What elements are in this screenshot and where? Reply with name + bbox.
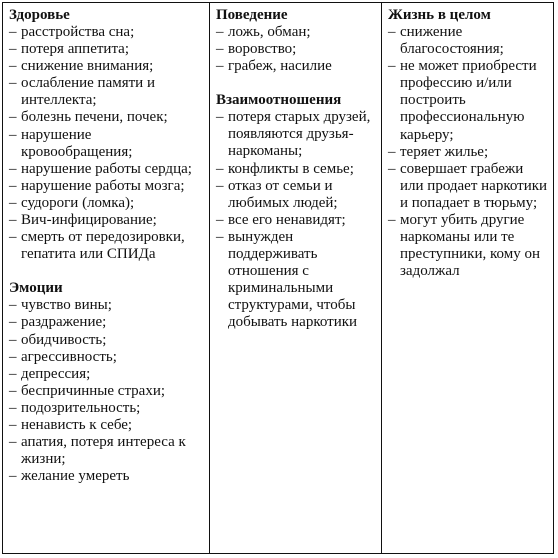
list-item: – расстройства сна; xyxy=(9,24,205,41)
list-item: – совершает грабежи или продает наркотики и попадает в тюрьму; xyxy=(388,161,549,212)
list-item: – апатия, потеря интереса к жизни; xyxy=(9,434,205,468)
list-item: – нарушение работы сердца; xyxy=(9,161,205,178)
heading-emotions: Эмоции xyxy=(9,280,63,297)
list-item: – судороги (ломка); xyxy=(9,195,205,212)
column-health-emotions xyxy=(3,3,209,553)
list-item: – потеря аппетита; xyxy=(9,41,205,58)
list-item: – теряет жилье; xyxy=(388,144,549,161)
list-emotions xyxy=(9,297,205,485)
consequences-table xyxy=(2,2,554,554)
list-life xyxy=(388,24,549,280)
list-item: – не может приобрести профессию и/или построить профессиональную карьеру; xyxy=(388,58,549,143)
list-health xyxy=(9,24,205,263)
list-item: – болезнь печени, почек; xyxy=(9,109,205,126)
heading-relations: Взаимоотношения xyxy=(216,92,342,109)
list-item: – ослабление памяти и интеллекта; xyxy=(9,75,205,109)
list-item: – воровство; xyxy=(216,41,377,58)
list-item: – нарушение кровообращения; xyxy=(9,127,205,161)
list-relations xyxy=(216,109,377,331)
heading-life: Жизнь в целом xyxy=(388,7,491,23)
list-item: – могут убить другие наркоманы или те преступники, кому он задолжал xyxy=(388,212,549,280)
column-life xyxy=(381,3,553,553)
list-item: – агрессивность; xyxy=(9,349,205,366)
list-item: – отказ от семьи и любимых людей; xyxy=(216,178,377,212)
list-item: – снижение благосостояния; xyxy=(388,24,549,58)
list-item: – снижение внимания; xyxy=(9,58,205,75)
heading-health: Здоровье xyxy=(9,7,70,23)
list-item: – потеря старых друзей, появляются друзья-наркоманы; xyxy=(216,109,377,160)
list-item: – смерть от передозировки, гепатита или СПИДа xyxy=(9,229,205,263)
heading-behavior: Поведение xyxy=(216,7,288,23)
list-item: – конфликты в семье; xyxy=(216,161,377,178)
list-item: – подозрительность; xyxy=(9,400,205,417)
list-item: – ненависть к себе; xyxy=(9,417,205,434)
list-item: – обидчивость; xyxy=(9,332,205,349)
list-item: – чувство вины; xyxy=(9,297,205,314)
list-item: – Вич-инфицирование; xyxy=(9,212,205,229)
list-item: – депрессия; xyxy=(9,366,205,383)
list-item: – грабеж, насилие xyxy=(216,58,377,75)
column-behavior-relations xyxy=(209,3,381,553)
list-item: – раздражение; xyxy=(9,314,205,331)
list-item: – желание умереть xyxy=(9,468,205,485)
list-item: – вынужден поддерживать отношения с криминальными структурами, чтобы добывать наркотики xyxy=(216,229,377,332)
list-item: – нарушение работы мозга; xyxy=(9,178,205,195)
list-item: – ложь, обман; xyxy=(216,24,377,41)
list-item: – все его ненавидят; xyxy=(216,212,377,229)
list-item: – беспричинные страхи; xyxy=(9,383,205,400)
list-behavior xyxy=(216,24,377,75)
